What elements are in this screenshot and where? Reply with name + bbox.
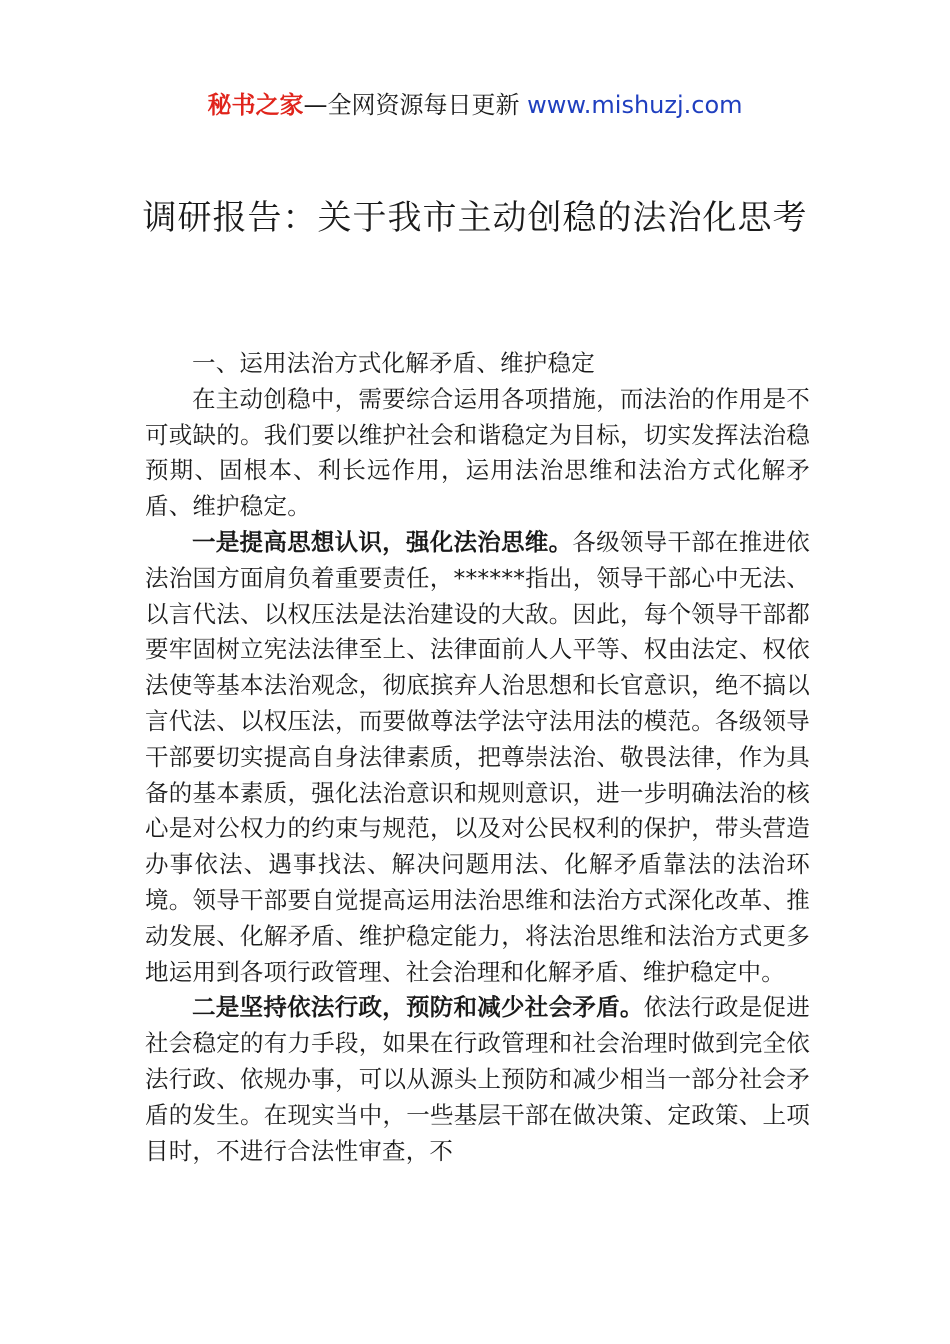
point-two-body: 依法行政是促进社会稳定的有力手段，如果在行政管理和社会治理时做到完全依法行政、依规办事，可以从源头上预防和减少相当一部分社会矛盾的发生。在现实当中，一些基层干部在做决策、定政策、上项目时，不进行合法性审查，不	[145, 993, 810, 1165]
point-two-paragraph	[145, 990, 810, 1169]
point-one-paragraph	[145, 525, 810, 990]
document-body	[145, 346, 810, 1169]
point-one-lead: 一是提高思想认识，强化法治思维。	[192, 527, 573, 556]
site-tagline: —全网资源每日更新	[303, 91, 528, 119]
site-header	[0, 88, 950, 122]
point-two-lead: 二是坚持依法行政，预防和减少社会矛盾。	[192, 993, 644, 1022]
intro-paragraph: 在主动创稳中，需要综合运用各项措施，而法治的作用是不可或缺的。我们要以维护社会和谐稳定为目标，切实发挥法治稳预期、固根本、利长远作用，运用法治思维和法治方式化解矛盾、维护稳定。	[145, 384, 810, 521]
document-title: 调研报告：关于我市主动创稳的法治化思考	[142, 198, 808, 238]
point-one-body: 各级领导干部在推进依法治国方面肩负着重要责任，******指出，领导干部心中无法、以言代法、以权压法是法治建设的大敌。因此，每个领导干部都要牢固树立宪法法律至上、法律面前人人平等、权由法定、权依法使等基本法治观念，彻底摈弃人治思想和长官意识，绝不搞以言代法、以权压法，而要做尊法学法守法用法的模范。各级领导干部要切实提高自身法律素质，把尊崇法治、敬畏法律，作为具备的基本素质，强化法治意识和规则意识，进一步明确法治的核心是对公权力的约束与规范，以及对公民权利的保护，带头营造办事依法、遇事找法、解决问题用法、化解矛盾靠法的法治环境。领导干部要自觉提高运用法治思维和法治方式深化改革、推动发展、化解矛盾、维护稳定能力，将法治思维和法治方式更多地运用到各项行政管理、社会治理和化解矛盾、维护稳定中。	[145, 527, 811, 986]
site-url-link[interactable]: www.mishuzj.com	[527, 91, 743, 119]
site-brand[interactable]: 秘书之家	[207, 91, 304, 119]
section-heading: 一、运用法治方式化解矛盾、维护稳定	[192, 349, 595, 377]
